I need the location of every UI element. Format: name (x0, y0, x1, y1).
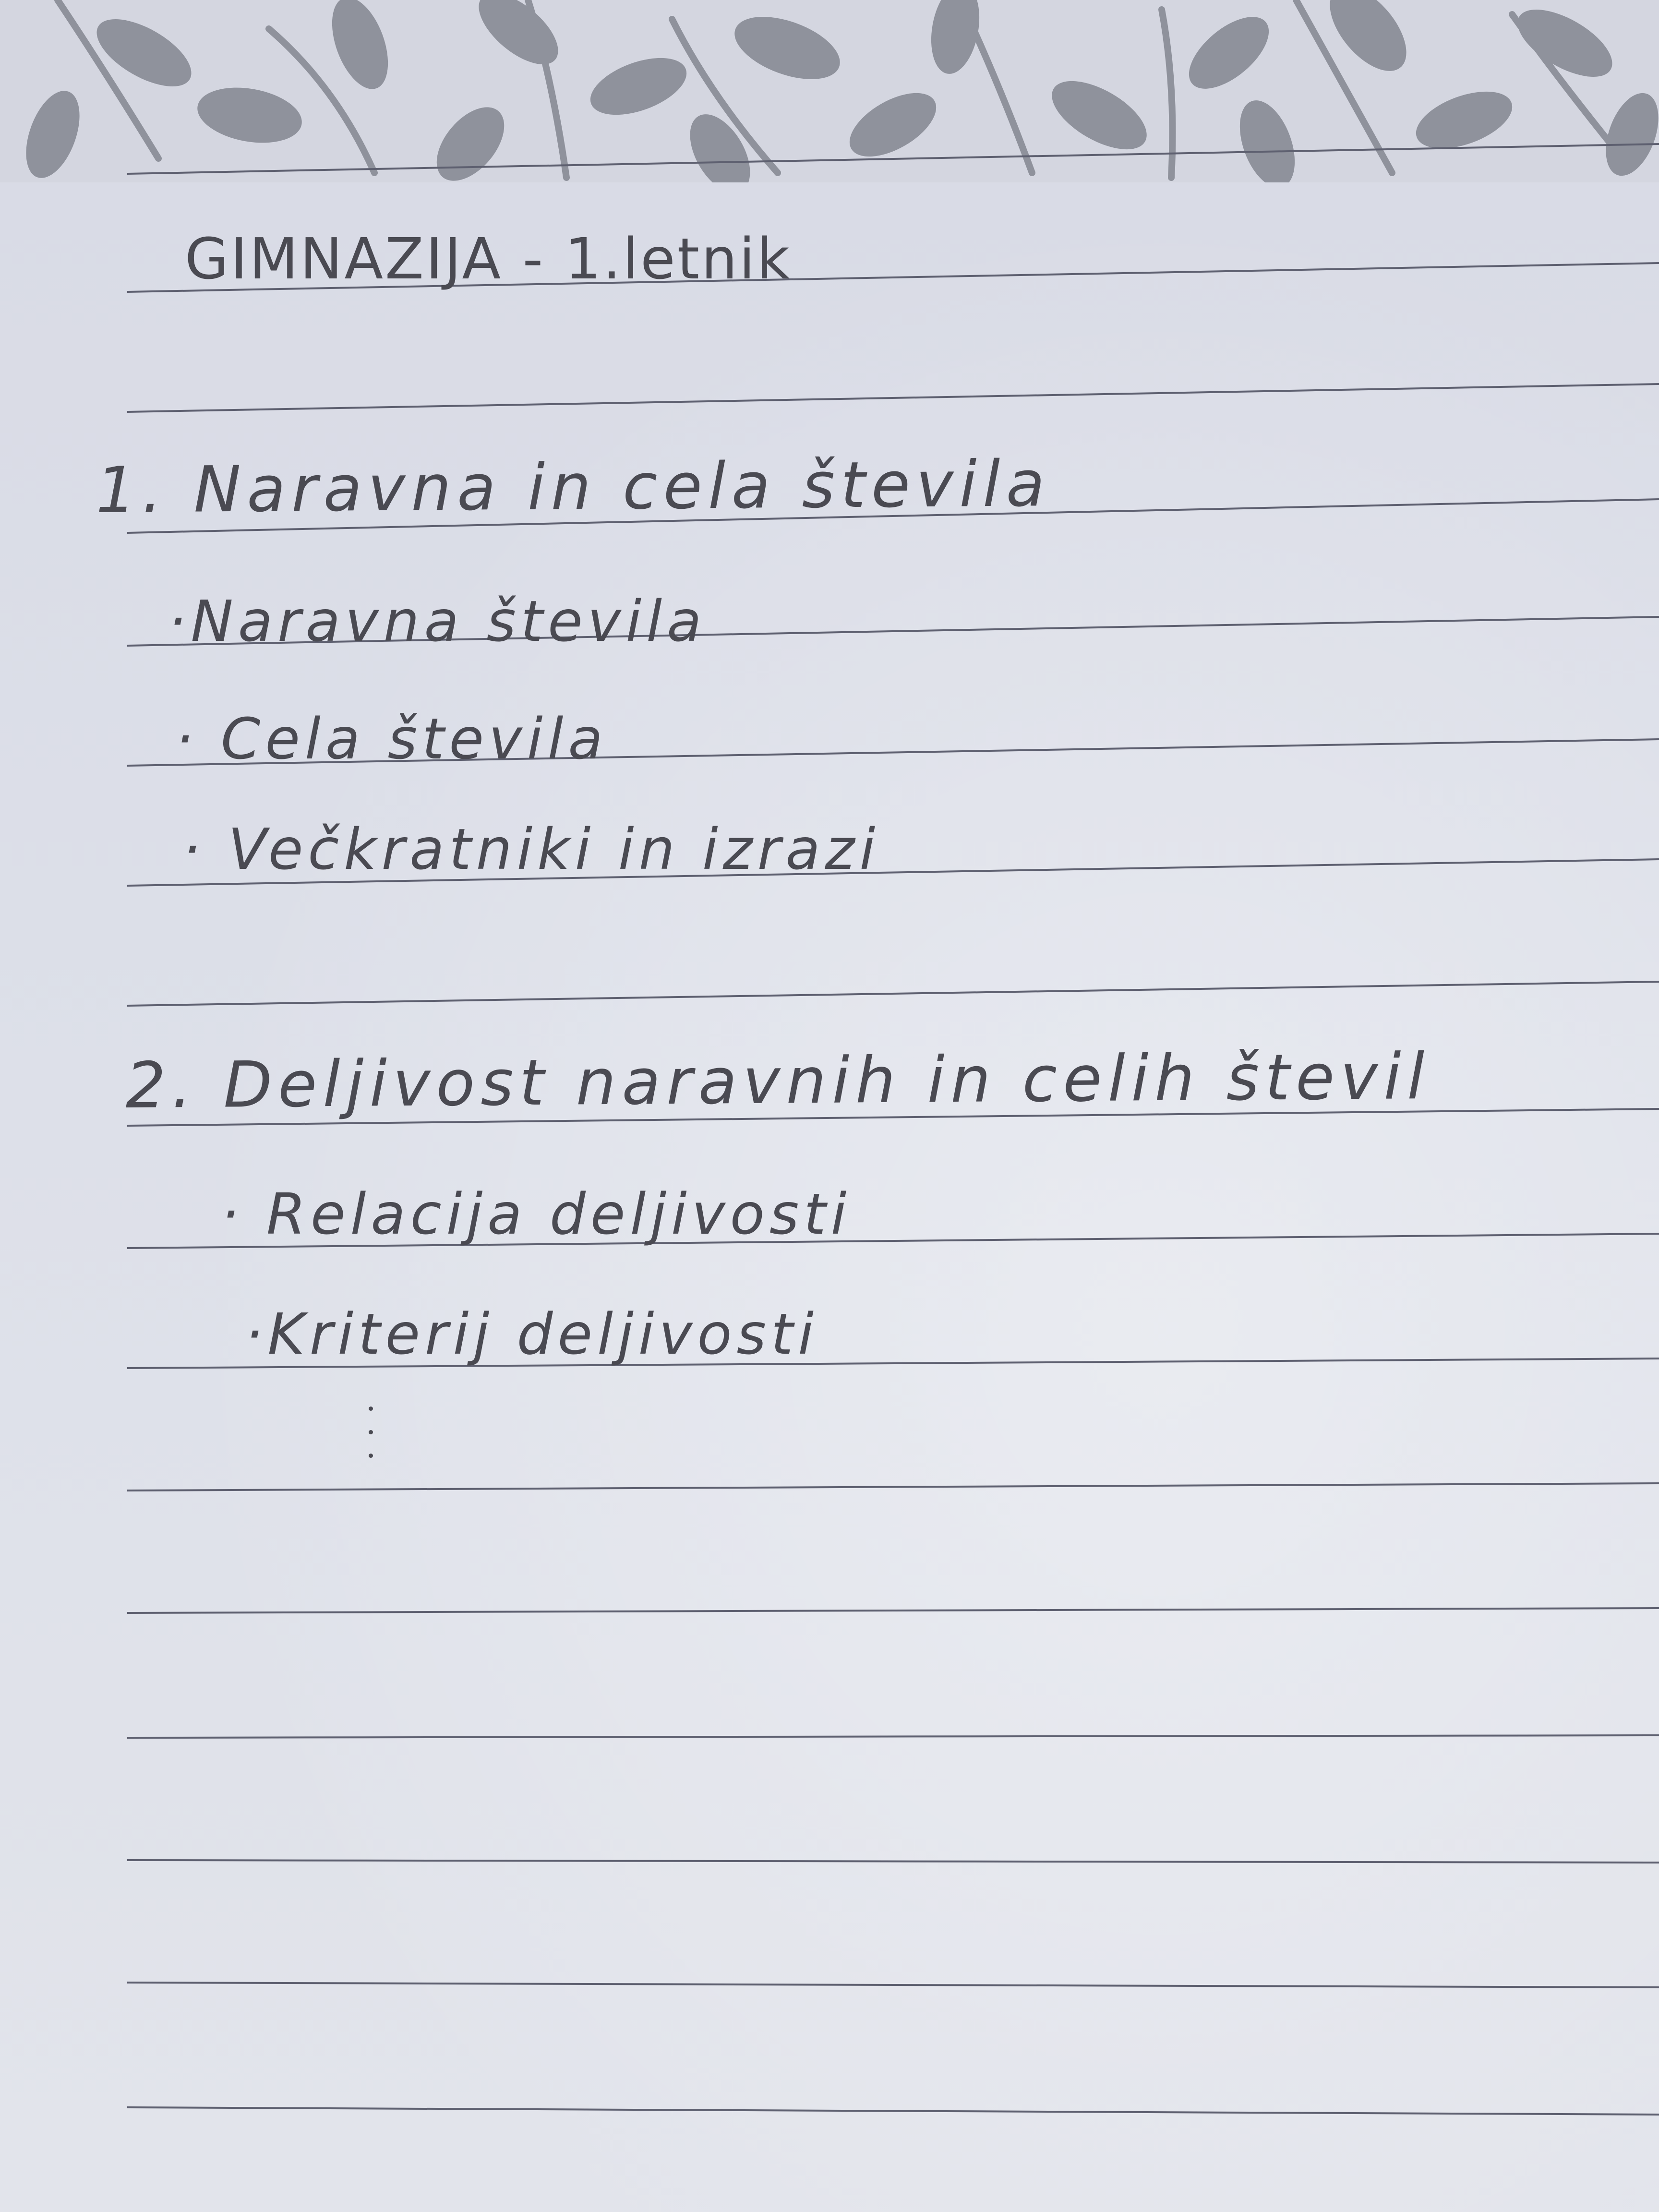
list-item: · Večkratniki in izrazi (182, 816, 880, 882)
page-title: GIMNAZIJA - 1.letnik (185, 226, 792, 292)
list-item: ·Naravna števila (168, 588, 707, 654)
list-item: ·Kriterij deljivosti (245, 1301, 819, 1367)
continuation-dots (366, 1407, 375, 1488)
list-item: · Relacija deljivosti (221, 1181, 852, 1247)
list-item: · Cela števila (175, 706, 608, 772)
section-heading-1: 1. Naravna in cela števila (95, 447, 1051, 528)
section-heading-2: 2. Deljivost naravnih in celih števil (125, 1040, 1431, 1123)
